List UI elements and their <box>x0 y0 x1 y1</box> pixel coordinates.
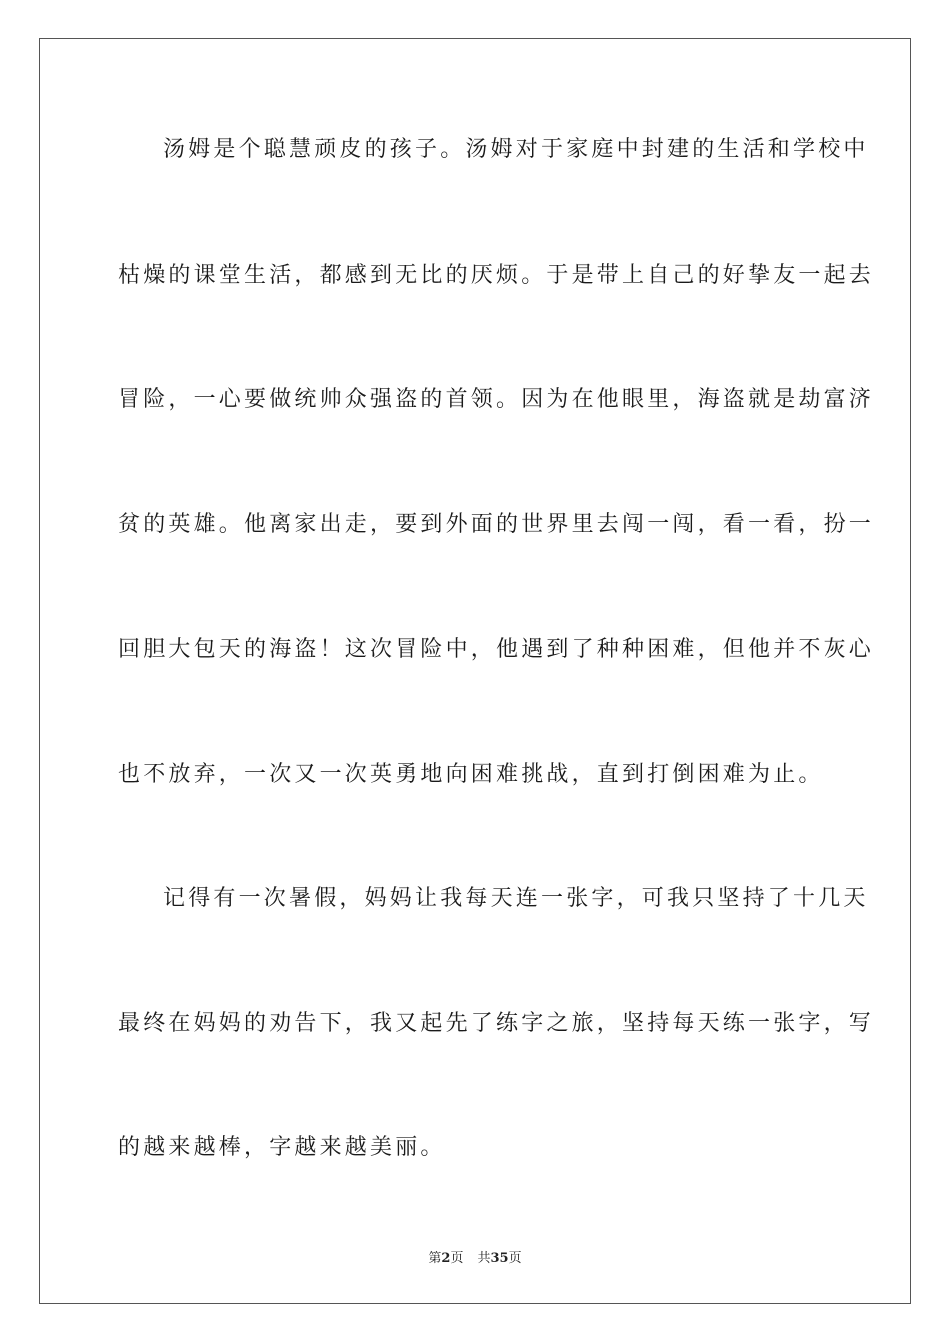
paragraph-1-line-2: 枯燥的课堂生活，都感到无比的厌烦。于是带上自己的好挚友一起去 <box>118 263 875 288</box>
page-border <box>39 38 911 1304</box>
paragraph-2-line-2: 最终在妈妈的劝告下，我又起先了练字之旅，坚持每天练一张字，写 <box>118 1011 875 1036</box>
paragraph-2-line-3: 的越来越棒，字越来越美丽。 <box>118 1135 446 1160</box>
page-prefix: 第 <box>428 1251 442 1266</box>
paragraph-2-line-1: 记得有一次暑假，妈妈让我每天连一张字，可我只坚持了十几天 <box>163 886 869 911</box>
total-suffix: 页 <box>508 1251 522 1266</box>
page-footer <box>0 1247 950 1266</box>
paragraph-1-line-3: 冒险，一心要做统帅众强盗的首领。因为在他眼里，海盗就是劫富济 <box>118 387 875 412</box>
paragraph-1-line-6: 也不放弃，一次又一次英勇地向困难挑战，直到打倒困难为止。 <box>118 762 824 787</box>
page-suffix: 页 <box>450 1251 464 1266</box>
paragraph-1-line-5: 回胆大包天的海盗！这次冒险中，他遇到了种种困难，但他并不灰心 <box>118 637 875 662</box>
total-pages: 35 <box>490 1251 509 1266</box>
paragraph-1-line-1: 汤姆是个聪慧顽皮的孩子。汤姆对于家庭中封建的生活和学校中 <box>163 137 869 162</box>
total-prefix: 共 <box>477 1251 491 1266</box>
page-number: 2 <box>441 1251 451 1266</box>
paragraph-1-line-4: 贫的英雄。他离家出走，要到外面的世界里去闯一闯，看一看，扮一 <box>118 512 875 537</box>
